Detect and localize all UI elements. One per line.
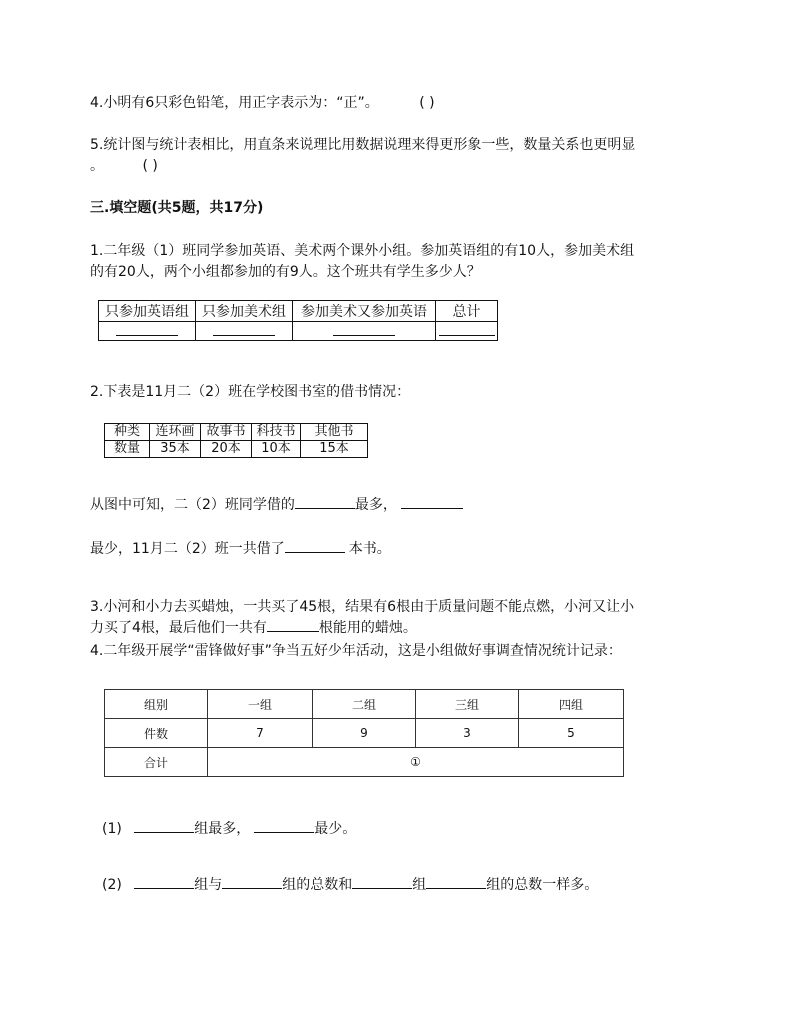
- fill2-cell: 种类: [105, 424, 150, 441]
- fill4-count-cell: 7: [208, 719, 313, 748]
- fill4-counts-label: 件数: [105, 719, 208, 748]
- fill2-cell: 其他书: [301, 424, 368, 441]
- fill2-table: [104, 423, 368, 458]
- fill2-line2-b: 本书。: [348, 541, 391, 557]
- fill2-blank-least[interactable]: [401, 494, 463, 509]
- fill2-line1-a: 从图中可知，二（2）班同学借的: [90, 497, 295, 513]
- fill4-total-label: 合计: [105, 748, 208, 777]
- fill4-sub2-d: 组的总数一样多。: [486, 877, 599, 893]
- fill4-header-cell: 三组: [416, 690, 519, 719]
- fill3-line2-a: 力买了4根，最后他们一共有: [90, 620, 267, 636]
- fill3-line2: [90, 617, 417, 639]
- fill2-blank-most[interactable]: [295, 494, 355, 509]
- fill4-sub2-blank-3[interactable]: [352, 874, 412, 889]
- judge-q4: [90, 92, 435, 114]
- fill4-count-cell: 9: [313, 719, 416, 748]
- fill2-cell: 科技书: [252, 424, 301, 441]
- judge-q5-paren: ( ): [142, 158, 158, 174]
- judge-q4-text: 4.小明有6只彩色铅笔，用正字表示为：“正”。: [90, 95, 379, 111]
- fill1-answer-art-only[interactable]: [196, 322, 293, 341]
- fill1-header-art-only: 只参加美术组: [196, 301, 293, 322]
- fill3-line2-b: 根能用的蜡烛。: [318, 620, 417, 636]
- fill2-intro: 2.下表是11月二（2）班在学校图书室的借书情况：: [90, 384, 411, 400]
- fill4-sub1-prefix: (1): [102, 821, 122, 837]
- fill4-header-cell: 四组: [519, 690, 624, 719]
- fill2-cell: 15本: [301, 441, 368, 458]
- fill1-table: [98, 300, 498, 341]
- fill4-header-cell: 一组: [208, 690, 313, 719]
- fill2-cell: 10本: [252, 441, 301, 458]
- fill4-sub2-blank-4[interactable]: [426, 874, 486, 889]
- fill4-sub2-b: 组的总数和: [282, 877, 353, 893]
- section3-title: 三.填空题(共5题，共17分): [90, 200, 264, 216]
- fill4-sub1-blank-most[interactable]: [134, 818, 194, 833]
- fill1-header-both: 参加美术又参加英语: [293, 301, 436, 322]
- fill4-intro: 4.二年级开展学“雷锋做好事”争当五好少年活动，这是小组做好事调查情况统计记录：: [90, 643, 622, 659]
- fill4-sub1: [102, 818, 356, 840]
- fill4-total-value[interactable]: ①: [208, 748, 624, 777]
- fill4-sub2-blank-2[interactable]: [222, 874, 282, 889]
- fill4-table: [104, 689, 624, 777]
- judge-q5-line2: [90, 155, 158, 177]
- fill1-answer-total[interactable]: [436, 322, 498, 341]
- judge-q5-tail: 。: [90, 158, 104, 174]
- fill1-header-english-only: 只参加英语组: [99, 301, 196, 322]
- fill4-sub2-a: 组与: [194, 877, 223, 893]
- fill2-line1-b: 最多，: [354, 497, 397, 513]
- judge-q4-paren: ( ): [419, 95, 435, 111]
- fill1-line2: 的有20人，两个小组都参加的有9人。这个班共有学生多少人？: [90, 264, 481, 280]
- fill4-sub1-a: 组最多，: [194, 821, 251, 837]
- fill4-header-cell: 组别: [105, 690, 208, 719]
- fill4-sub2: [102, 874, 598, 896]
- fill4-count-cell: 3: [416, 719, 519, 748]
- fill4-sub2-c: 组: [412, 877, 427, 893]
- fill2-line2-a: 最少，11月二（2）班一共借了: [90, 541, 285, 557]
- judge-q5-line1: 5.统计图与统计表相比，用直条来说理比用数据说理来得更形象一些，数量关系也更明显: [90, 137, 636, 153]
- fill4-count-cell: 5: [519, 719, 624, 748]
- fill2-cell: 故事书: [201, 424, 252, 441]
- fill2-cell: 连环画: [150, 424, 201, 441]
- fill4-header-cell: 二组: [313, 690, 416, 719]
- fill2-cell: 数量: [105, 441, 150, 458]
- fill3-line1: 3.小河和小力去买蜡烛，一共买了45根，结果有6根由于质量问题不能点燃，小河又让小: [90, 599, 635, 615]
- fill2-blank-total[interactable]: [285, 538, 345, 553]
- fill3-blank[interactable]: [267, 617, 319, 632]
- fill1-line1: 1.二年级（1）班同学参加英语、美术两个课外小组。参加英语组的有10人，参加美术组: [90, 243, 635, 259]
- fill2-line1: [90, 494, 463, 516]
- fill4-sub1-blank-least[interactable]: [254, 818, 314, 833]
- fill4-sub2-blank-1[interactable]: [134, 874, 194, 889]
- fill2-line2: [90, 538, 391, 560]
- fill4-sub2-prefix: (2): [102, 877, 122, 893]
- fill2-cell: 35本: [150, 441, 201, 458]
- fill2-cell: 20本: [201, 441, 252, 458]
- fill1-answer-english-only[interactable]: [99, 322, 196, 341]
- fill1-header-total: 总计: [436, 301, 498, 322]
- fill1-answer-both[interactable]: [293, 322, 436, 341]
- fill4-sub1-b: 最少。: [314, 821, 357, 837]
